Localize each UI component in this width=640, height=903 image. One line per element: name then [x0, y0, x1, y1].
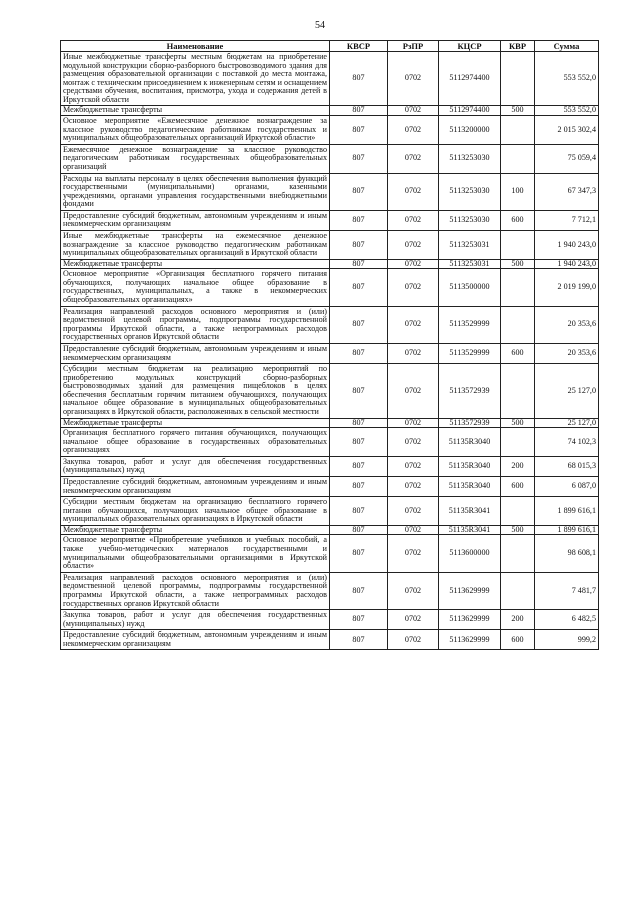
cell-sum: 68 015,3 — [535, 456, 599, 476]
table-row — [61, 106, 599, 116]
table-row — [61, 497, 599, 526]
cell-kvsr: 807 — [330, 477, 388, 497]
cell-sum: 98 608,1 — [535, 535, 599, 572]
cell-kvsr: 807 — [330, 52, 388, 106]
cell-kvsr: 807 — [330, 173, 388, 210]
cell-rzpr: 0702 — [388, 497, 439, 526]
cell-name: Межбюджетные трансферты — [61, 525, 330, 535]
table-row — [61, 428, 599, 457]
table-row — [61, 630, 599, 650]
page-number: 54 — [315, 20, 325, 31]
cell-sum: 75 059,4 — [535, 144, 599, 173]
cell-kvr — [501, 230, 535, 259]
table-row — [61, 230, 599, 259]
table-row — [61, 477, 599, 497]
cell-rzpr: 0702 — [388, 364, 439, 418]
cell-kvr — [501, 116, 535, 145]
cell-rzpr: 0702 — [388, 428, 439, 457]
cell-sum: 20 353,6 — [535, 306, 599, 343]
cell-name: Основное мероприятие «Организация бесплатного горячего питания обучающихся, получающих начальное общее образование в государственных, муниципальных, а также в некоммерческих общеобразовательных организациях» — [61, 269, 330, 306]
cell-kcsr: 5113629999 — [439, 572, 501, 609]
cell-kvsr: 807 — [330, 210, 388, 230]
cell-kvr: 500 — [501, 259, 535, 269]
cell-kvr — [501, 144, 535, 173]
cell-kvsr: 807 — [330, 106, 388, 116]
cell-rzpr: 0702 — [388, 630, 439, 650]
table-row — [61, 535, 599, 572]
cell-kvsr: 807 — [330, 497, 388, 526]
cell-kvsr: 807 — [330, 630, 388, 650]
cell-name: Предоставление субсидий бюджетным, автономным учреждениям и иным некоммерческим организациям — [61, 630, 330, 650]
cell-rzpr: 0702 — [388, 572, 439, 609]
table-row — [61, 364, 599, 418]
cell-kvsr: 807 — [330, 230, 388, 259]
table-row — [61, 418, 599, 428]
cell-rzpr: 0702 — [388, 106, 439, 116]
cell-sum: 6 087,0 — [535, 477, 599, 497]
cell-kvr: 100 — [501, 173, 535, 210]
cell-rzpr: 0702 — [388, 456, 439, 476]
cell-sum: 1 940 243,0 — [535, 230, 599, 259]
cell-kvr — [501, 306, 535, 343]
cell-rzpr: 0702 — [388, 259, 439, 269]
cell-kcsr: 5113572939 — [439, 364, 501, 418]
cell-kvr: 500 — [501, 418, 535, 428]
table-row — [61, 210, 599, 230]
cell-kvsr: 807 — [330, 456, 388, 476]
cell-kvr — [501, 572, 535, 609]
cell-sum: 1 899 616,1 — [535, 525, 599, 535]
cell-kcsr: 5113253031 — [439, 259, 501, 269]
cell-name: Основное мероприятие «Приобретение учебников и учебных пособий, а также учебно-методических материалов государственными и муниципальными общеобразовательными организациями в Иркутской области» — [61, 535, 330, 572]
cell-kvsr: 807 — [330, 572, 388, 609]
table-row — [61, 269, 599, 306]
cell-sum: 553 552,0 — [535, 106, 599, 116]
cell-sum: 1 899 616,1 — [535, 497, 599, 526]
cell-rzpr: 0702 — [388, 525, 439, 535]
cell-sum: 7 481,7 — [535, 572, 599, 609]
cell-sum: 25 127,0 — [535, 364, 599, 418]
table-row — [61, 456, 599, 476]
cell-rzpr: 0702 — [388, 343, 439, 363]
cell-sum: 74 102,3 — [535, 428, 599, 457]
cell-name: Иные межбюджетные трансферты местным бюджетам на приобретение модульной конструкции сборно-разборного быстровозводимого здания для размещения образовательной организации с поставкой до места монтажа, монтаж с техническим присоединением к инженерным сетям и оснащением средствами обучения, воспитания, присмотра, ухода и содержания детей в Иркутской области — [61, 52, 330, 106]
cell-kvsr: 807 — [330, 525, 388, 535]
cell-kvr: 500 — [501, 525, 535, 535]
cell-rzpr: 0702 — [388, 230, 439, 259]
cell-rzpr: 0702 — [388, 210, 439, 230]
cell-kcsr: 5112974400 — [439, 52, 501, 106]
cell-kcsr: 5113200000 — [439, 116, 501, 145]
cell-kvr: 600 — [501, 343, 535, 363]
cell-name: Предоставление субсидий бюджетным, автономным учреждениям и иным некоммерческим организациям — [61, 210, 330, 230]
cell-name: Расходы на выплаты персоналу в целях обеспечения выполнения функций государственными (муниципальными) органами, казенными учреждениями, органами управления государственными внебюджетными фондами — [61, 173, 330, 210]
cell-kcsr: 5113629999 — [439, 610, 501, 630]
table-row — [61, 572, 599, 609]
cell-sum: 6 482,5 — [535, 610, 599, 630]
table-row — [61, 259, 599, 269]
cell-sum: 999,2 — [535, 630, 599, 650]
table-row — [61, 116, 599, 145]
column-header-sum: Сумма — [535, 41, 599, 52]
cell-name: Субсидии местным бюджетам на организацию бесплатного горячего питания обучающихся, получающих начальное общее образование в муниципальных образовательных организациях в Иркутской области — [61, 497, 330, 526]
table-row — [61, 610, 599, 630]
cell-kvr: 200 — [501, 610, 535, 630]
cell-name: Закупка товаров, работ и услуг для обеспечения государственных (муниципальных) нужд — [61, 456, 330, 476]
cell-name: Межбюджетные трансферты — [61, 418, 330, 428]
cell-rzpr: 0702 — [388, 144, 439, 173]
column-header-kcsr: КЦСР — [439, 41, 501, 52]
table-row — [61, 144, 599, 173]
cell-name: Предоставление субсидий бюджетным, автономным учреждениям и иным некоммерческим организациям — [61, 343, 330, 363]
cell-rzpr: 0702 — [388, 173, 439, 210]
cell-sum: 7 712,1 — [535, 210, 599, 230]
cell-kcsr: 5113600000 — [439, 535, 501, 572]
column-header-rzpr: РзПР — [388, 41, 439, 52]
cell-kcsr: 5113629999 — [439, 630, 501, 650]
table-row — [61, 525, 599, 535]
cell-rzpr: 0702 — [388, 116, 439, 145]
cell-sum: 20 353,6 — [535, 343, 599, 363]
cell-kcsr: 51135R3040 — [439, 456, 501, 476]
cell-kcsr: 51135R3041 — [439, 497, 501, 526]
cell-rzpr: 0702 — [388, 52, 439, 106]
cell-kvsr: 807 — [330, 269, 388, 306]
cell-kvr: 500 — [501, 106, 535, 116]
cell-kvr — [501, 497, 535, 526]
cell-sum: 2 015 302,4 — [535, 116, 599, 145]
cell-rzpr: 0702 — [388, 535, 439, 572]
table-header-row — [61, 41, 599, 52]
cell-kvr: 600 — [501, 630, 535, 650]
cell-rzpr: 0702 — [388, 306, 439, 343]
cell-kvr — [501, 428, 535, 457]
cell-name: Межбюджетные трансферты — [61, 259, 330, 269]
cell-rzpr: 0702 — [388, 269, 439, 306]
cell-kvsr: 807 — [330, 116, 388, 145]
cell-kcsr: 5113253030 — [439, 173, 501, 210]
cell-kvsr: 807 — [330, 535, 388, 572]
cell-sum: 553 552,0 — [535, 52, 599, 106]
cell-kvsr: 807 — [330, 428, 388, 457]
cell-kcsr: 51135R3040 — [439, 477, 501, 497]
table-body — [61, 52, 599, 650]
cell-kvr — [501, 269, 535, 306]
cell-kcsr: 5113572939 — [439, 418, 501, 428]
cell-name: Ежемесячное денежное вознаграждение за классное руководство педагогическим работникам государственных общеобразовательных организаций — [61, 144, 330, 173]
cell-kvr: 600 — [501, 477, 535, 497]
column-header-kvsr: КВСР — [330, 41, 388, 52]
cell-sum: 1 940 243,0 — [535, 259, 599, 269]
cell-kvsr: 807 — [330, 144, 388, 173]
cell-kcsr: 5113253030 — [439, 144, 501, 173]
cell-name: Иные межбюджетные трансферты на ежемесячное денежное вознаграждение за классное руководство педагогическим работникам муниципальных общеобразовательных организаций в Иркутской области — [61, 230, 330, 259]
cell-sum: 25 127,0 — [535, 418, 599, 428]
column-header-name: Наименование — [61, 41, 330, 52]
cell-name: Реализация направлений расходов основного мероприятия и (или) ведомственной целевой программы, подпрограммы государственной программы Иркутской области, а также непрограммных расходов государственных органов Иркутской области — [61, 306, 330, 343]
cell-kvr — [501, 535, 535, 572]
table-row — [61, 343, 599, 363]
cell-kvsr: 807 — [330, 343, 388, 363]
cell-name: Закупка товаров, работ и услуг для обеспечения государственных (муниципальных) нужд — [61, 610, 330, 630]
cell-kvsr: 807 — [330, 364, 388, 418]
cell-sum: 2 019 199,0 — [535, 269, 599, 306]
cell-name: Организация бесплатного горячего питания обучающихся, получающих начальное общее образование в государственных образовательных организациях — [61, 428, 330, 457]
cell-kcsr: 5113500000 — [439, 269, 501, 306]
cell-name: Реализация направлений расходов основного мероприятия и (или) ведомственной целевой программы, подпрограммы государственной программы Иркутской области, а также непрограммных расходов государственных органов Иркутской области — [61, 572, 330, 609]
table-row — [61, 306, 599, 343]
cell-kcsr: 5113529999 — [439, 343, 501, 363]
cell-kcsr: 5113529999 — [439, 306, 501, 343]
budget-table — [60, 40, 599, 650]
cell-kvr — [501, 52, 535, 106]
cell-kcsr: 5113253030 — [439, 210, 501, 230]
cell-kvsr: 807 — [330, 418, 388, 428]
cell-kvsr: 807 — [330, 259, 388, 269]
cell-kvsr: 807 — [330, 306, 388, 343]
cell-rzpr: 0702 — [388, 610, 439, 630]
cell-kcsr: 51135R3040 — [439, 428, 501, 457]
cell-name: Субсидии местным бюджетам на реализацию мероприятий по приобретению модульных конструкций сборно-разборных быстровозводимых зданий для размещения пищеблоков в целях обеспечения бесплатным горячим питанием обучающихся, получающих начальное общее образование в муниципальных общеобразовательных организациях в Иркутской области, расположенных в сельской местности — [61, 364, 330, 418]
cell-name: Основное мероприятие «Ежемесячное денежное вознаграждение за классное руководство педагогическим работникам государственных и муниципальных общеобразовательных организаций Иркутской области» — [61, 116, 330, 145]
cell-name: Межбюджетные трансферты — [61, 106, 330, 116]
cell-rzpr: 0702 — [388, 477, 439, 497]
cell-name: Предоставление субсидий бюджетным, автономным учреждениям и иным некоммерческим организациям — [61, 477, 330, 497]
cell-sum: 67 347,3 — [535, 173, 599, 210]
cell-kvsr: 807 — [330, 610, 388, 630]
cell-rzpr: 0702 — [388, 418, 439, 428]
column-header-kvr: КВР — [501, 41, 535, 52]
cell-kvr — [501, 364, 535, 418]
table-row — [61, 173, 599, 210]
cell-kcsr: 5113253031 — [439, 230, 501, 259]
cell-kcsr: 51135R3041 — [439, 525, 501, 535]
table-row — [61, 52, 599, 106]
cell-kcsr: 5112974400 — [439, 106, 501, 116]
cell-kvr: 200 — [501, 456, 535, 476]
cell-kvr: 600 — [501, 210, 535, 230]
